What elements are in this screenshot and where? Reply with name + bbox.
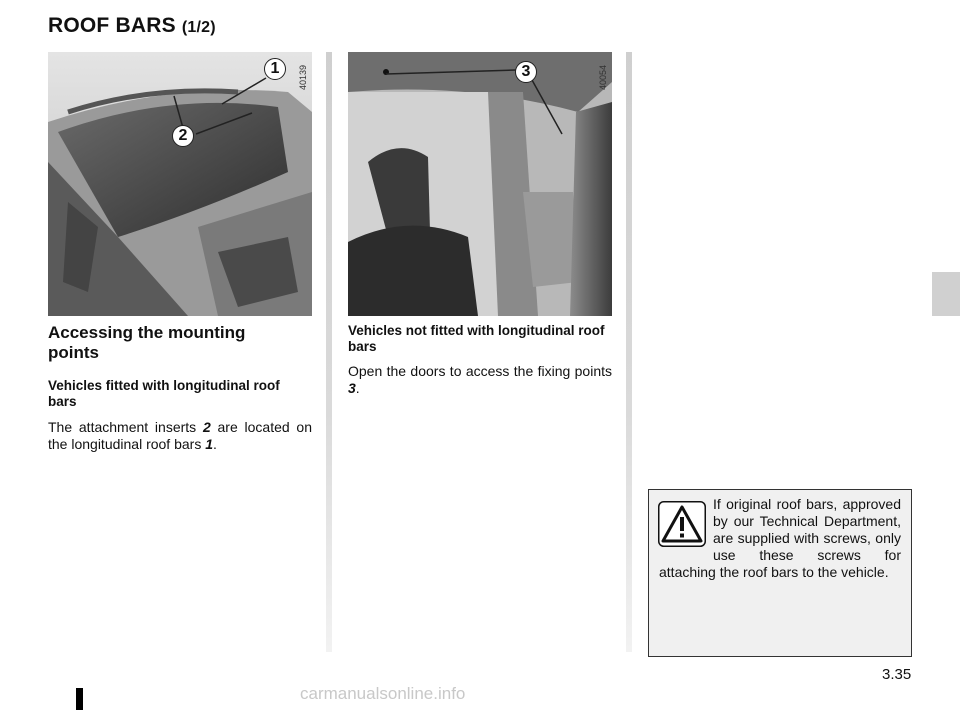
left-paragraph-text-c: . (213, 436, 217, 452)
left-paragraph (48, 419, 312, 453)
ref-roof-bar-1: 1 (205, 436, 214, 452)
callout-leader-lines (0, 0, 960, 200)
ref-fixing-point-3: 3 (348, 380, 356, 396)
warning-box (648, 489, 912, 657)
watermark-text: carmanualsonline.info (300, 684, 466, 703)
right-paragraph-text-a: Open the doors to access the fixing points (348, 363, 612, 379)
warning-text (659, 496, 901, 581)
figure-code-left: 40139 (298, 64, 308, 90)
left-subheading: Vehicles fitted with longitudinal roof bars (48, 378, 280, 409)
figure-code-right: 40054 (598, 64, 608, 90)
right-paragraph-text-b: . (355, 380, 360, 396)
warning-text-content: If original roof bars, approved by our Technical Department, are supplied with screws, only use these screws for attaching the roof bars to the vehicle. (659, 496, 901, 580)
callout-3: 3 (515, 61, 537, 83)
left-paragraph-text-a: The attachment inserts (48, 419, 203, 435)
page-title-text: ROOF BARS (48, 14, 176, 37)
right-subheading: Vehicles not fitted with longitudinal roof bars (348, 323, 605, 354)
callout-1: 1 (264, 58, 286, 80)
section-heading: Accessing the mounting points (48, 323, 246, 362)
page-title-part: (1/2) (181, 19, 216, 36)
left-paragraph-text-b: are located on the longitudinal roof bars (48, 419, 312, 452)
chapter-side-tab (932, 272, 960, 316)
callout-2: 2 (172, 125, 194, 147)
page-number: 3.35 (882, 666, 912, 683)
page-edge-mark (76, 688, 83, 710)
ref-insert-2: 2 (202, 419, 211, 435)
right-paragraph (348, 363, 612, 397)
